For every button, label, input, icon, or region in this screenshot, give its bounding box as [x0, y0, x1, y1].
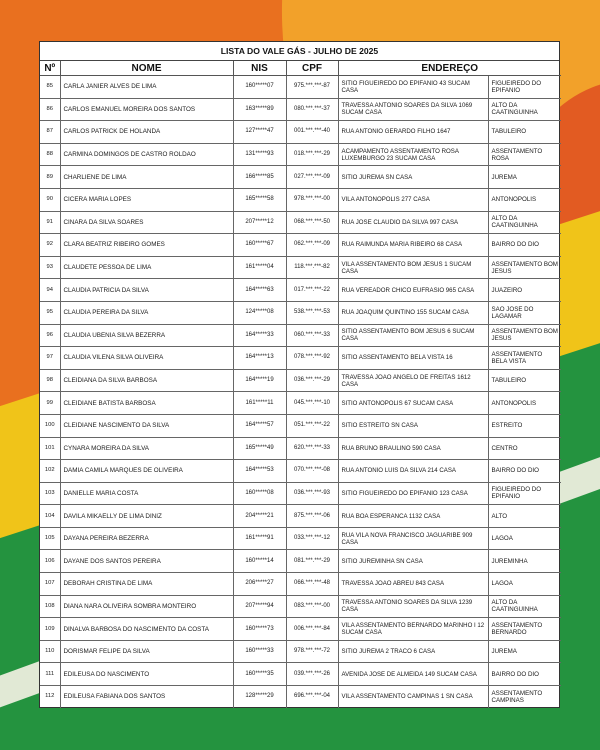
row-cpf: 060.***.***-33: [286, 324, 338, 347]
row-nis: 128*****29: [233, 686, 286, 708]
row-nis: 127*****47: [233, 121, 286, 144]
row-address: SITIO ASSENTAMENTO BELA VISTA 16: [338, 347, 488, 370]
row-locality: ASSENTAMENTO ROSA: [488, 143, 561, 166]
table-row: [40, 437, 561, 460]
row-nis: 124*****08: [233, 301, 286, 324]
table-row: [40, 369, 561, 392]
row-nis: 166*****85: [233, 166, 286, 189]
row-nis: 160*****14: [233, 550, 286, 573]
row-name: DINALVA BARBOSA DO NASCIMENTO DA COSTA: [60, 618, 233, 641]
row-cpf: 070.***.***-08: [286, 460, 338, 483]
row-number: 89: [40, 166, 60, 189]
row-address: SITIO ESTREITO SN CASA: [338, 414, 488, 437]
row-address: SITIO JUREMINHA SN CASA: [338, 550, 488, 573]
row-address: TRAVESSA JOAO ANGELO DE FREITAS 1612 CASA: [338, 369, 488, 392]
row-cpf: 118.***.***-82: [286, 256, 338, 279]
row-name: CLAUDIA PATRICIA DA SILVA: [60, 279, 233, 302]
table-row: [40, 166, 561, 189]
row-nis: 131*****93: [233, 143, 286, 166]
row-name: DIANA NARA OLIVEIRA SOMBRA MONTEIRO: [60, 595, 233, 618]
row-locality: CENTRO: [488, 437, 561, 460]
row-cpf: 068.***.***-50: [286, 211, 338, 234]
table-row: [40, 324, 561, 347]
table-row: [40, 347, 561, 370]
row-nis: 204*****21: [233, 505, 286, 528]
row-nis: 160*****35: [233, 663, 286, 686]
row-name: DAVILA MIKAELLY DE LIMA DINIZ: [60, 505, 233, 528]
row-number: 104: [40, 505, 60, 528]
row-cpf: 062.***.***-09: [286, 234, 338, 257]
row-address: RUA RAIMUNDA MARIA RIBEIRO 68 CASA: [338, 234, 488, 257]
row-number: 93: [40, 256, 60, 279]
row-locality: ANTONOPOLIS: [488, 188, 561, 211]
row-nis: 164*****63: [233, 279, 286, 302]
table-row: [40, 256, 561, 279]
row-cpf: 001.***.***-40: [286, 121, 338, 144]
row-locality: ANTONOPOLIS: [488, 392, 561, 415]
row-name: CARLOS EMANUEL MOREIRA DOS SANTOS: [60, 98, 233, 121]
row-nis: 160*****08: [233, 482, 286, 505]
row-cpf: 027.***.***-09: [286, 166, 338, 189]
row-name: CLAUDETE PESSOA DE LIMA: [60, 256, 233, 279]
row-number: 94: [40, 279, 60, 302]
row-address: RUA BOA ESPERANCA 1132 CASA: [338, 505, 488, 528]
row-locality: FIGUEIREDO DO EPIFANIO: [488, 482, 561, 505]
table-row: [40, 663, 561, 686]
row-cpf: 051.***.***-22: [286, 414, 338, 437]
row-name: CLAUDIA PEREIRA DA SILVA: [60, 301, 233, 324]
row-name: DAYANE DOS SANTOS PEREIRA: [60, 550, 233, 573]
row-nis: 165*****49: [233, 437, 286, 460]
row-locality: BAIRRO DO DIO: [488, 663, 561, 686]
row-nis: 160*****07: [233, 76, 286, 99]
row-name: CARLA JANIER ALVES DE LIMA: [60, 76, 233, 99]
row-cpf: 875.***.***-06: [286, 505, 338, 528]
row-cpf: 978.***.***-00: [286, 188, 338, 211]
row-address: RUA VEREADOR CHICO EUFRASIO 965 CASA: [338, 279, 488, 302]
row-cpf: 978.***.***-72: [286, 640, 338, 663]
row-nis: 161*****04: [233, 256, 286, 279]
row-number: 109: [40, 618, 60, 641]
table-row: [40, 143, 561, 166]
row-locality: ASSENTAMENTO BERNARDO: [488, 618, 561, 641]
row-name: CHARLIENE DE LIMA: [60, 166, 233, 189]
header-nis: NIS: [233, 61, 286, 76]
row-number: 88: [40, 143, 60, 166]
row-name: CLEIDIANA DA SILVA BARBOSA: [60, 369, 233, 392]
row-cpf: 033.***.***-12: [286, 527, 338, 550]
row-nis: 164*****57: [233, 414, 286, 437]
row-address: TRAVESSA ANTONIO SOARES DA SILVA 1239 CASA: [338, 595, 488, 618]
row-number: 100: [40, 414, 60, 437]
table-row: [40, 505, 561, 528]
row-address: RUA ANTONIO LUIS DA SILVA 214 CASA: [338, 460, 488, 483]
row-address: VILA ANTONOPOLIS 277 CASA: [338, 188, 488, 211]
row-nis: 164*****13: [233, 347, 286, 370]
row-locality: JUAZEIRO: [488, 279, 561, 302]
row-cpf: 538.***.***-53: [286, 301, 338, 324]
row-name: CLAUDIA VILENA SILVA OLIVEIRA: [60, 347, 233, 370]
row-locality: TABULEIRO: [488, 121, 561, 144]
row-locality: TABULEIRO: [488, 369, 561, 392]
row-address: TRAVESSA ANTONIO SOARES DA SILVA 1069 SUCAM CASA: [338, 98, 488, 121]
row-address: AVENIDA JOSE DE ALMEIDA 149 SUCAM CASA: [338, 663, 488, 686]
row-address: RUA ANTONIO GERARDO FILHO 1647: [338, 121, 488, 144]
row-name: DAYANA PEREIRA BEZERRA: [60, 527, 233, 550]
row-number: 102: [40, 460, 60, 483]
table-row: [40, 640, 561, 663]
table-row: [40, 573, 561, 596]
row-name: CLAUDIA UBENIA SILVA BEZERRA: [60, 324, 233, 347]
table-row: [40, 234, 561, 257]
table-row: [40, 76, 561, 99]
row-name: DORISMAR FELIPE DA SILVA: [60, 640, 233, 663]
row-cpf: 006.***.***-84: [286, 618, 338, 641]
row-cpf: 620.***.***-33: [286, 437, 338, 460]
row-cpf: 018.***.***-29: [286, 143, 338, 166]
document-title: LISTA DO VALE GÁS - JULHO DE 2025: [40, 42, 559, 61]
row-address: RUA JOSE CLAUDIO DA SILVA 997 CASA: [338, 211, 488, 234]
row-name: EDILEUSA DO NASCIMENTO: [60, 663, 233, 686]
row-locality: ASSENTAMENTO BELA VISTA: [488, 347, 561, 370]
row-cpf: 975.***.***-87: [286, 76, 338, 99]
row-address: VILA ASSENTAMENTO BERNARDO MARINHO I 12 SUCAM CASA: [338, 618, 488, 641]
row-address: VILA ASSENTAMENTO BOM JESUS 1 SUCAM CASA: [338, 256, 488, 279]
row-number: 92: [40, 234, 60, 257]
row-number: 112: [40, 686, 60, 708]
table-row: [40, 460, 561, 483]
row-nis: 164*****19: [233, 369, 286, 392]
row-name: CARMINA DOMINGOS DE CASTRO ROLDAO: [60, 143, 233, 166]
row-cpf: 036.***.***-93: [286, 482, 338, 505]
row-address: RUA VILA NOVA FRANCISCO JAGUARIBE 909 CASA: [338, 527, 488, 550]
row-locality: BAIRRO DO DIO: [488, 460, 561, 483]
table-row: [40, 392, 561, 415]
row-number: 99: [40, 392, 60, 415]
row-locality: ASSENTAMENTO BOM JESUS: [488, 324, 561, 347]
row-nis: 207*****12: [233, 211, 286, 234]
row-locality: ALTO DA CAATINGUINHA: [488, 211, 561, 234]
table-row: [40, 618, 561, 641]
row-name: DANIELLE MARIA COSTA: [60, 482, 233, 505]
table-row: [40, 550, 561, 573]
row-number: 101: [40, 437, 60, 460]
row-locality: JUREMA: [488, 166, 561, 189]
row-name: CYNARA MOREIRA DA SILVA: [60, 437, 233, 460]
row-number: 103: [40, 482, 60, 505]
header-cpf: CPF: [286, 61, 338, 76]
row-nis: 160*****33: [233, 640, 286, 663]
row-locality: JUREMINHA: [488, 550, 561, 573]
row-locality: FIGUEIREDO DO EPIFANIO: [488, 76, 561, 99]
row-locality: LAGOA: [488, 573, 561, 596]
table-row: [40, 121, 561, 144]
header-num: Nº: [40, 61, 60, 76]
row-nis: 161*****91: [233, 527, 286, 550]
row-cpf: 078.***.***-92: [286, 347, 338, 370]
beneficiary-table: [40, 61, 561, 708]
row-nis: 207*****94: [233, 595, 286, 618]
row-name: DAMIA CAMILA MARQUES DE OLIVEIRA: [60, 460, 233, 483]
table-row: [40, 482, 561, 505]
row-locality: ESTREITO: [488, 414, 561, 437]
row-nis: 164*****33: [233, 324, 286, 347]
row-number: 105: [40, 527, 60, 550]
row-name: CLARA BEATRIZ RIBEIRO GOMES: [60, 234, 233, 257]
table-row: [40, 686, 561, 708]
row-locality: JUREMA: [488, 640, 561, 663]
row-cpf: 036.***.***-29: [286, 369, 338, 392]
row-address: ACAMPAMENTO ASSENTAMENTO ROSA LUXEMBURGO 23 SUCAM CASA: [338, 143, 488, 166]
table-row: [40, 595, 561, 618]
row-address: TRAVESSA JOAO ABREU 843 CASA: [338, 573, 488, 596]
row-address: SITIO ANTONOPOLIS 67 SUCAM CASA: [338, 392, 488, 415]
header-endereco: ENDEREÇO: [338, 61, 561, 76]
row-cpf: 696.***.***-04: [286, 686, 338, 708]
row-name: CLEIDIANE NASCIMENTO DA SILVA: [60, 414, 233, 437]
row-address: SITIO FIGUEIREDO DO EPIFANIO 43 SUCAM CASA: [338, 76, 488, 99]
row-number: 87: [40, 121, 60, 144]
document-sheet: [39, 41, 560, 708]
row-number: 106: [40, 550, 60, 573]
row-address: VILA ASSENTAMENTO CAMPINAS 1 SN CASA: [338, 686, 488, 708]
row-cpf: 039.***.***-26: [286, 663, 338, 686]
row-number: 97: [40, 347, 60, 370]
table-row: [40, 98, 561, 121]
table-row: [40, 279, 561, 302]
row-nis: 206*****27: [233, 573, 286, 596]
row-cpf: 017.***.***-22: [286, 279, 338, 302]
row-address: SITIO FIGUEIREDO DO EPIFANIO 123 CASA: [338, 482, 488, 505]
row-name: DEBORAH CRISTINA DE LIMA: [60, 573, 233, 596]
row-locality: BAIRRO DO DIO: [488, 234, 561, 257]
row-number: 90: [40, 188, 60, 211]
row-locality: SAO JOSE DO LAGAMAR: [488, 301, 561, 324]
row-number: 98: [40, 369, 60, 392]
row-number: 95: [40, 301, 60, 324]
row-address: RUA BRUNO BRAULINO 590 CASA: [338, 437, 488, 460]
row-cpf: 080.***.***-37: [286, 98, 338, 121]
row-nis: 165*****58: [233, 188, 286, 211]
row-locality: ASSENTAMENTO CAMPINAS: [488, 686, 561, 708]
row-name: CARLOS PATRICK DE HOLANDA: [60, 121, 233, 144]
row-locality: ALTO DA CAATINGUINHA: [488, 98, 561, 121]
table-header-row: [40, 61, 561, 76]
table-row: [40, 414, 561, 437]
row-number: 107: [40, 573, 60, 596]
row-nis: 164*****53: [233, 460, 286, 483]
table-row: [40, 527, 561, 550]
row-address: SITIO JUREMA 2 TRACO 6 CASA: [338, 640, 488, 663]
row-nis: 160*****73: [233, 618, 286, 641]
row-number: 96: [40, 324, 60, 347]
row-number: 111: [40, 663, 60, 686]
row-locality: ALTO DA CAATINGUINHA: [488, 595, 561, 618]
row-name: EDILEUSA FABIANA DOS SANTOS: [60, 686, 233, 708]
row-cpf: 081.***.***-29: [286, 550, 338, 573]
row-address: RUA JOAQUIM QUINTINO 155 SUCAM CASA: [338, 301, 488, 324]
row-cpf: 045.***.***-10: [286, 392, 338, 415]
header-nome: NOME: [60, 61, 233, 76]
row-cpf: 066.***.***-48: [286, 573, 338, 596]
row-number: 86: [40, 98, 60, 121]
row-cpf: 083.***.***-00: [286, 595, 338, 618]
table-row: [40, 301, 561, 324]
row-number: 91: [40, 211, 60, 234]
row-name: CINARA DA SILVA SOARES: [60, 211, 233, 234]
row-nis: 163*****89: [233, 98, 286, 121]
row-locality: LAGOA: [488, 527, 561, 550]
row-address: SITIO JUREMA SN CASA: [338, 166, 488, 189]
row-nis: 160*****67: [233, 234, 286, 257]
row-locality: ASSENTAMENTO BOM JESUS: [488, 256, 561, 279]
row-name: CLEIDIANE BATISTA BARBOSA: [60, 392, 233, 415]
row-number: 110: [40, 640, 60, 663]
table-row: [40, 211, 561, 234]
row-number: 85: [40, 76, 60, 99]
row-name: CICERA MARIA LOPES: [60, 188, 233, 211]
row-address: SITIO ASSENTAMENTO BOM JESUS 6 SUCAM CASA: [338, 324, 488, 347]
row-locality: ALTO: [488, 505, 561, 528]
row-number: 108: [40, 595, 60, 618]
row-nis: 161*****11: [233, 392, 286, 415]
table-row: [40, 188, 561, 211]
